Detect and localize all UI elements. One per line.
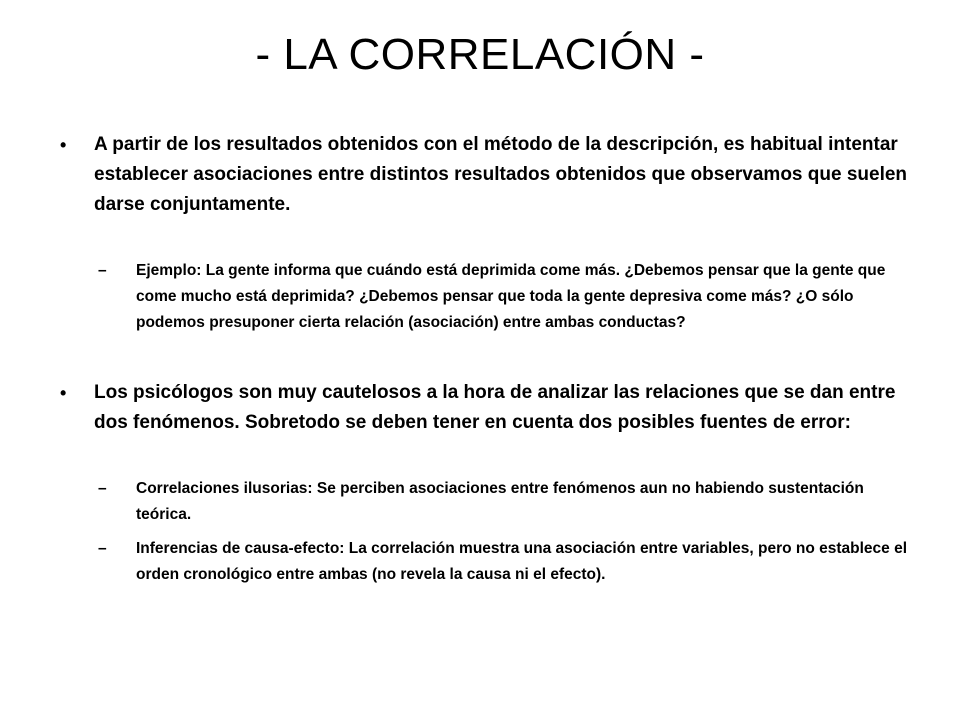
sub-bullet-text: Correlaciones ilusorias: Se perciben asociaciones entre fenómenos aun no habiendo sustentación teórica. [136,480,864,523]
bullet-text: A partir de los resultados obtenidos con el método de la descripción, es habitual intentar establecer asociaciones entre distintos resultados obtenidos que observamos que suelen darse conjuntamente. [94,134,908,215]
bullet-item [58,130,908,220]
slide-content [58,130,908,588]
sub-bullet-text: Inferencias de causa-efecto: La correlación muestra una asociación entre variables, pero no establece el orden cronológico entre ambas (no revela la causa ni el efecto). [136,540,908,583]
sub-bullet-text: Ejemplo: La gente informa que cuándo está deprimida come más. ¿Debemos pensar que la gente que come mucho está deprimida? ¿Debemos pensar que toda la gente depresiva come más? ¿O sólo podemos presuponer cierta relación (asociación) entre ambas conductas? [136,262,886,331]
dash-icon: – [98,540,107,557]
bullet-icon: • [60,135,67,155]
sub-bullet-item [58,536,908,588]
dash-icon: – [98,480,107,497]
sub-bullet-item [58,258,908,336]
dash-icon: – [98,262,107,279]
sub-bullet-item [58,476,908,528]
bullet-icon: • [60,383,67,403]
bullet-item [58,378,908,438]
slide-title: - LA CORRELACIÓN - [255,30,705,79]
bullet-text: Los psicólogos son muy cautelosos a la hora de analizar las relaciones que se dan entre dos fenómenos. Sobretodo se deben tener en cuenta dos posibles fuentes de error: [94,382,896,433]
